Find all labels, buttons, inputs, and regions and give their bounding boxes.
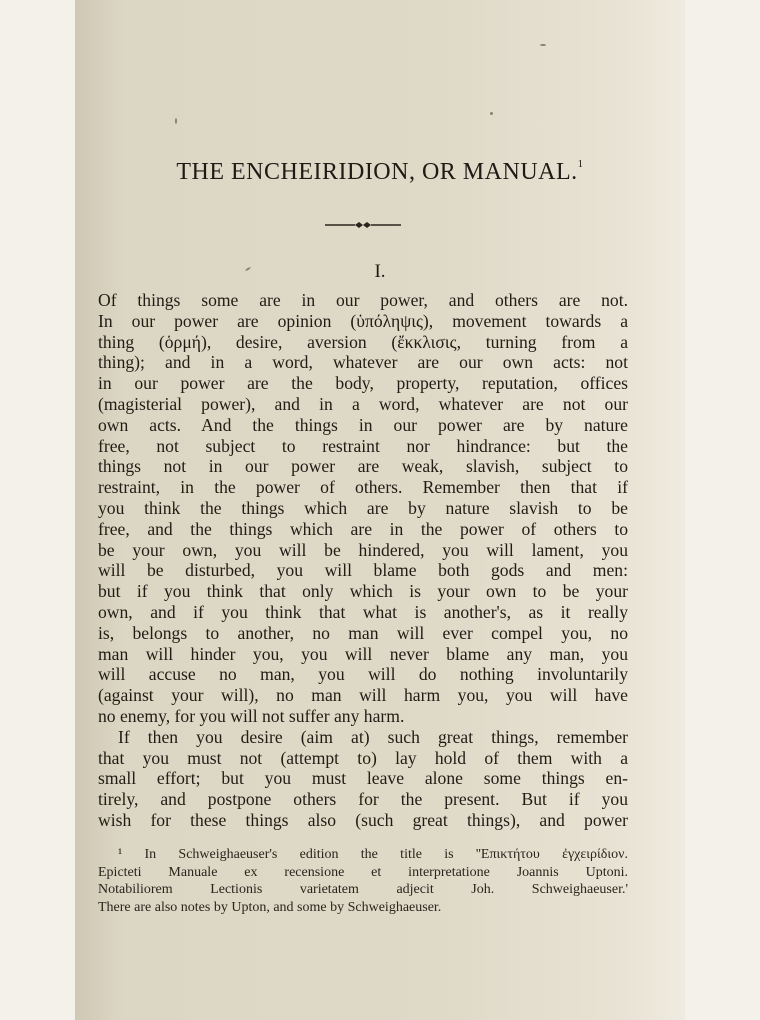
text-line: be your own, you will be hindered, you will lament, you bbox=[98, 539, 628, 560]
text-line: man will hinder you, you will never blame any man, you bbox=[98, 643, 628, 664]
text-line: If then you desire (aim at) such great things, remember bbox=[118, 726, 628, 747]
chapter-title bbox=[75, 158, 685, 186]
ink-speck bbox=[175, 118, 177, 124]
ink-speck bbox=[540, 44, 546, 46]
text-line: tirely, and postpone others for the present. But if you bbox=[98, 789, 628, 810]
section-number: I. bbox=[374, 261, 386, 282]
text-line: will accuse no man, you will do nothing involuntarily bbox=[98, 664, 628, 685]
text-line: restraint, in the power of others. Remember then that if bbox=[98, 477, 628, 498]
title-footnote-mark: 1 bbox=[577, 158, 584, 170]
text-line: you think the things which are by nature slavish to be bbox=[98, 497, 628, 518]
text-line: Of things some are in our power, and others are not. bbox=[98, 290, 628, 310]
text-line: own acts. And the things in our power are by nature bbox=[98, 414, 628, 435]
footnote bbox=[98, 846, 628, 916]
title-ornament-rule bbox=[325, 219, 401, 231]
text-line: (magisterial power), and in a word, whatever are not our bbox=[98, 393, 628, 414]
text-line: small effort; but you must leave alone some things en- bbox=[98, 768, 628, 789]
book-page bbox=[75, 0, 685, 1020]
text-line: In our power are opinion (ὑπόληψις), movement towards a bbox=[98, 310, 628, 331]
footnote-line: ¹ In Schweighaeuser's edition the title is ''Επικτήτου ἐγχειρίδιον. bbox=[118, 847, 628, 862]
text-line: no enemy, for you will not suffer any harm. bbox=[98, 705, 405, 726]
chapter-title-text: THE ENCHEIRIDION, OR MANUAL. bbox=[176, 159, 578, 185]
text-line: is, belongs to another, no man will ever compel you, no bbox=[98, 622, 628, 643]
text-line: things not in our power are weak, slavish, subject to bbox=[98, 456, 628, 477]
text-line: wish for these things also (such great things), and power bbox=[98, 809, 628, 830]
text-line: own, and if you think that what is another's, as it really bbox=[98, 601, 628, 622]
text-line: will be disturbed, you will blame both gods and men: bbox=[98, 560, 628, 581]
text-line: that you must not (attempt to) lay hold of them with a bbox=[98, 747, 628, 768]
paragraph-1 bbox=[98, 290, 628, 727]
paragraph-2 bbox=[98, 727, 628, 831]
text-line: free, and the things which are in the power of others to bbox=[98, 518, 628, 539]
footnote-line: Epicteti Manuale ex recensione et interpretatione Joannis Uptoni. bbox=[98, 864, 628, 880]
footnote-line: Notabiliorem Lectionis varietatem adjecit Joh. Schweighaeuser.' bbox=[98, 882, 628, 897]
text-line: thing); and in a word, whatever are our own acts: not bbox=[98, 352, 628, 373]
ink-speck bbox=[490, 112, 493, 115]
text-line: thing (ὁρμή), desire, aversion (ἔκκλισις, turning from a bbox=[98, 331, 628, 352]
footnote-line: There are also notes by Upton, and some by Schweighaeuser. bbox=[98, 899, 442, 915]
text-line: in our power are the body, property, reputation, offices bbox=[98, 373, 628, 394]
text-line: (against your will), no man will harm you, you will have bbox=[98, 685, 628, 706]
body-text bbox=[98, 290, 628, 831]
text-line: but if you think that only which is your own to be your bbox=[98, 581, 628, 602]
text-line: free, not subject to restraint nor hindrance: but the bbox=[98, 435, 628, 456]
